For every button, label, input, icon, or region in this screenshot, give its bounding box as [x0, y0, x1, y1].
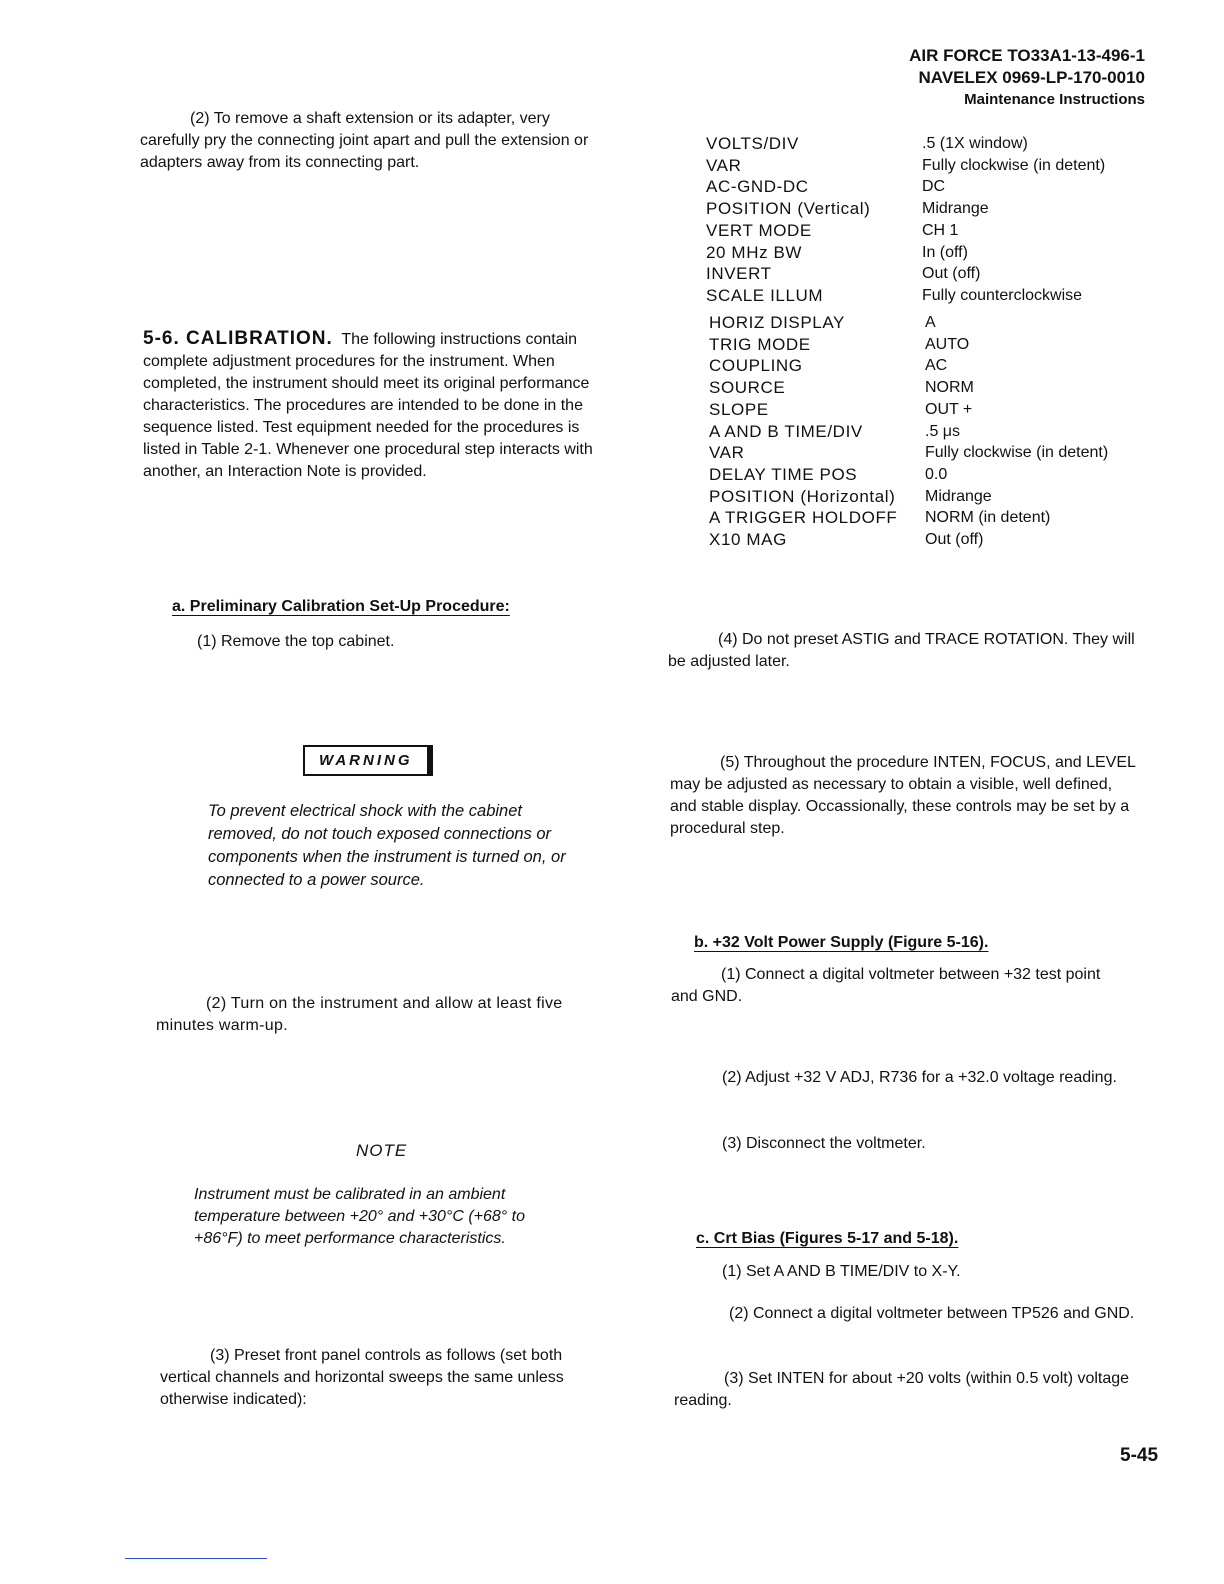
control-setting: Fully clockwise (in detent)	[925, 444, 1109, 462]
control-name: VOLTS/DIV	[706, 134, 799, 153]
step-b3: (3) Disconnect the voltmeter.	[722, 1135, 926, 1152]
step-c2: (2) Connect a digital voltmeter between TP526 and GND.	[729, 1305, 1135, 1322]
settings-row	[709, 442, 1108, 464]
settings-row	[706, 263, 1105, 285]
step-c3: (3) Set INTEN for about +20 volts (within 0.5 volt) voltage reading.	[674, 1370, 1130, 1409]
control-setting: AUTO	[925, 335, 970, 353]
step-astig: (4) Do not preset ASTIG and TRACE ROTATION. They will be adjusted later.	[668, 631, 1135, 670]
control-name: DELAY TIME POS	[709, 464, 858, 484]
control-setting: .5 (1X window)	[922, 135, 1028, 152]
calibration-heading: 5-6. CALIBRATION.	[143, 328, 333, 349]
step-turn-on: (2) Turn on the instrument and allow at least five minutes warm-up.	[156, 995, 563, 1034]
page-number: 5-45	[1120, 1445, 1159, 1466]
header-line-2: NAVELEX 0969-LP-170-0010	[918, 68, 1145, 87]
settings-row	[709, 464, 1108, 486]
warning-label: WARNING	[303, 745, 433, 776]
control-name: A AND B TIME/DIV	[709, 421, 863, 441]
control-setting: Midrange	[925, 487, 992, 505]
settings-row	[709, 334, 1108, 356]
crt-bias-heading: c. Crt Bias (Figures 5-17 and 5-18).	[696, 1230, 959, 1247]
control-name: 20 MHz BW	[706, 242, 803, 262]
header-line-1: AIR FORCE TO33A1-13-496-1	[909, 46, 1145, 65]
control-name: INVERT	[706, 264, 772, 284]
control-name: SOURCE	[709, 378, 786, 398]
document-header	[909, 45, 1145, 111]
step-remove-cabinet: (1) Remove the top cabinet.	[197, 633, 395, 650]
control-name: VAR	[706, 155, 742, 175]
note-text: Instrument must be calibrated in an ambient temperature between +20° and +30°C (+68° to +86°F) to meet performance characteristics.	[194, 1186, 525, 1247]
settings-row	[706, 133, 1105, 155]
settings-row	[706, 220, 1105, 242]
settings-row	[709, 377, 1108, 399]
control-setting: Fully counterclockwise	[922, 286, 1083, 304]
control-setting: Out (off)	[925, 531, 984, 549]
control-setting: .5 μs	[925, 422, 961, 440]
control-setting: NORM (in detent)	[925, 509, 1051, 527]
control-setting: Out (off)	[922, 265, 981, 283]
step-b2: (2) Adjust +32 V ADJ, R736 for a +32.0 voltage reading.	[722, 1069, 1117, 1086]
settings-row	[709, 529, 1108, 551]
control-name: COUPLING	[709, 356, 803, 376]
settings-row	[709, 399, 1108, 421]
control-name: TRIG MODE	[709, 334, 811, 354]
step-preset-controls: (3) Preset front panel controls as follows (set both vertical channels and horizontal sweeps the same unless otherwise indicated):	[160, 1347, 564, 1408]
step-throughout: (5) Throughout the procedure INTEN, FOCUS, and LEVEL may be adjusted as necessary to obtain a visible, well defined, and stable display. Occassionally, these controls may be set by a procedural step.	[670, 754, 1136, 837]
step-b1: (1) Connect a digital voltmeter between +32 test point and GND.	[671, 966, 1101, 1005]
settings-row	[709, 355, 1108, 377]
note-label: NOTE	[356, 1141, 408, 1160]
preliminary-heading: a. Preliminary Calibration Set-Up Procedure:	[172, 598, 510, 615]
settings-row	[706, 155, 1105, 177]
settings-row	[706, 285, 1105, 307]
horizontal-settings-table	[709, 312, 1108, 551]
settings-row	[706, 176, 1105, 198]
control-name: HORIZ DISPLAY	[709, 313, 845, 332]
control-name: AC-GND-DC	[706, 177, 809, 197]
shaft-extension-paragraph: (2) To remove a shaft extension or its adapter, very carefully pry the connecting joint apart and pull the extension or adapters away from its connecting part.	[140, 110, 589, 171]
control-name: VAR	[709, 443, 745, 463]
control-name: A TRIGGER HOLDOFF	[709, 508, 898, 528]
control-setting: 0.0	[925, 465, 948, 483]
settings-row	[706, 242, 1105, 264]
settings-row	[709, 312, 1108, 334]
step-c1: (1) Set A AND B TIME/DIV to X-Y.	[722, 1263, 961, 1280]
settings-row	[706, 198, 1105, 220]
control-setting: Midrange	[922, 200, 989, 218]
warning-text: To prevent electrical shock with the cabinet removed, do not touch exposed connections or components when the instrument is turned on, or connected to a power source.	[208, 802, 566, 889]
control-name: SLOPE	[709, 399, 769, 419]
vertical-settings-table	[706, 133, 1105, 307]
calibration-section	[143, 328, 613, 483]
control-setting: CH 1	[922, 221, 959, 239]
header-line-3: Maintenance Instructions	[964, 91, 1145, 108]
control-name: POSITION (Vertical)	[706, 199, 871, 219]
control-setting: NORM	[925, 379, 974, 397]
control-setting: OUT +	[925, 400, 973, 418]
control-setting: In (off)	[922, 243, 968, 261]
control-name: SCALE ILLUM	[706, 285, 824, 305]
settings-row	[709, 486, 1108, 508]
control-setting: Fully clockwise (in detent)	[922, 156, 1106, 174]
control-name: POSITION (Horizontal)	[709, 486, 896, 506]
footer-rule	[125, 1558, 267, 1559]
control-name: X10 MAG	[709, 530, 787, 550]
calibration-text: The following instructions contain complete adjustment procedures for the instrument. When completed, the instrument should meet its original performance characteristics. The procedures are intended to be done in the sequence listed. Test equipment needed for the procedures is listed in Table 2-1. Whenever one procedural step interacts with another, an Interaction Note is provided.	[143, 331, 593, 480]
control-name: VERT MODE	[706, 220, 812, 240]
settings-row	[709, 507, 1108, 529]
control-setting: A	[925, 314, 936, 331]
control-setting: AC	[925, 357, 948, 375]
settings-row	[709, 421, 1108, 443]
power-supply-heading: b. +32 Volt Power Supply (Figure 5-16).	[694, 934, 989, 951]
control-setting: DC	[922, 178, 946, 196]
